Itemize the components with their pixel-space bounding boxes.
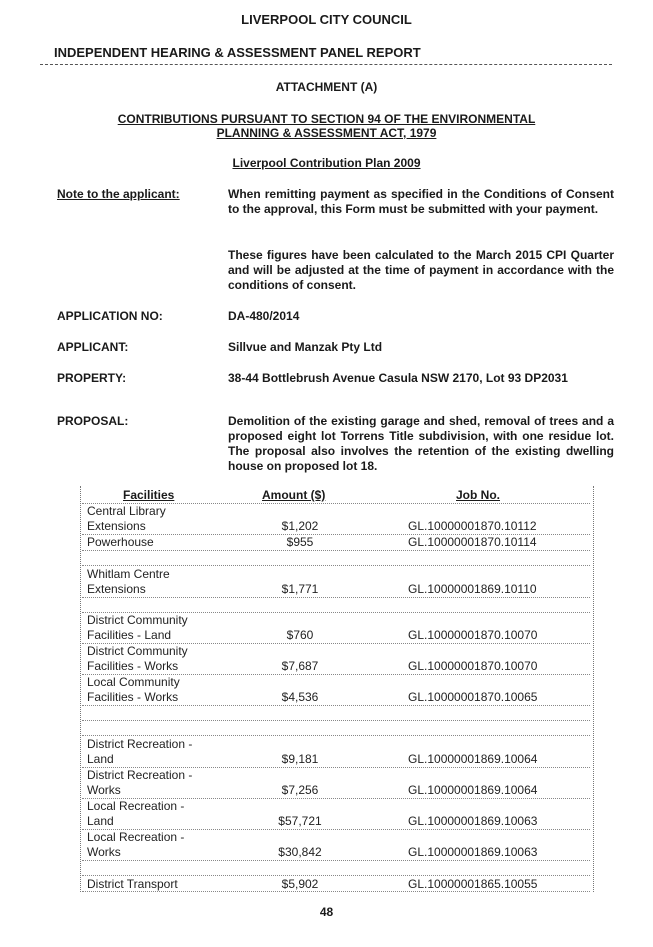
- job-no-cell: GL.10000001869.10064: [408, 752, 538, 766]
- table-row-divider: [82, 550, 590, 551]
- note-paragraph-2: These figures have been calculated to the March 2015 CPI Quarter and will be adjusted at the time of payment in accordance with the conditions of consent.: [228, 248, 614, 292]
- table-row: [87, 644, 237, 674]
- table-row-divider: [82, 597, 590, 598]
- facility-name-line2: Facilities - Works: [87, 690, 179, 704]
- contributions-heading-line2: PLANNING & ASSESSMENT ACT, 1979: [216, 126, 437, 140]
- applicant-value: Sillvue and Manzak Pty Ltd: [228, 340, 383, 354]
- amount-cell: $4,536: [281, 690, 319, 704]
- job-no-cell: GL.10000001865.10055: [408, 877, 538, 891]
- facility-name-line2: Land: [87, 814, 114, 828]
- table-row: [87, 768, 237, 798]
- amount-cell: $955: [286, 535, 314, 549]
- job-no-cell: GL.10000001870.10070: [408, 659, 538, 673]
- amount-cell: $7,256: [281, 783, 319, 797]
- contributions-heading-line1: CONTRIBUTIONS PURSUANT TO SECTION 94 OF THE ENVIRONMENTAL: [117, 112, 536, 126]
- facility-name-line2: Facilities - Land: [87, 628, 172, 642]
- table-row: [87, 567, 237, 597]
- facility-name-line1: Local Recreation -: [87, 830, 185, 844]
- table-row: [87, 613, 237, 643]
- report-title: INDEPENDENT HEARING & ASSESSMENT PANEL REPORT: [54, 45, 421, 60]
- table-row-divider: [82, 875, 590, 876]
- table-row-divider: [82, 720, 590, 721]
- facility-name-line1: District Community: [87, 613, 188, 627]
- property-label: PROPERTY:: [57, 371, 127, 385]
- facility-name-line1: District Community: [87, 644, 188, 658]
- facility-name-line2: Extensions: [87, 582, 146, 596]
- application-no-value: DA-480/2014: [228, 309, 300, 323]
- amount-cell: $760: [286, 628, 314, 642]
- table-row-divider: [82, 565, 590, 566]
- header-divider: [40, 64, 612, 65]
- facility-name-line1: District Recreation -: [87, 737, 193, 751]
- facility-name-line2: Works: [87, 845, 121, 859]
- table-header-job-no: Job No.: [456, 488, 500, 502]
- table-row-divider: [82, 705, 590, 706]
- table-row: [87, 675, 237, 705]
- job-no-cell: GL.10000001870.10114: [408, 535, 537, 549]
- facility-name-line1: Local Community: [87, 675, 180, 689]
- job-no-cell: GL.10000001869.10063: [408, 814, 538, 828]
- table-row: District Transport: [87, 877, 178, 891]
- job-no-cell: GL.10000001870.10070: [408, 628, 538, 642]
- table-row-divider: [82, 735, 590, 736]
- table-row-divider: [82, 860, 590, 861]
- application-no-label: APPLICATION NO:: [57, 309, 163, 323]
- facility-name-line1: Local Recreation -: [87, 799, 185, 813]
- attachment-title: ATTACHMENT (A): [275, 80, 378, 94]
- proposal-value: Demolition of the existing garage and shed, removal of trees and a proposed eight lot Torrens Title subdivision, with one residue lot. The proposal also involves the retention of the existing dwelling house on proposed lot 18.: [228, 414, 614, 473]
- facility-name-line1: Central Library: [87, 504, 166, 518]
- facility-name-line2: Extensions: [87, 519, 146, 533]
- facility-name-line2: Works: [87, 783, 121, 797]
- job-no-cell: GL.10000001870.10065: [408, 690, 538, 704]
- facility-name-line2: Facilities - Works: [87, 659, 179, 673]
- table-row: [87, 799, 237, 829]
- amount-cell: $7,687: [281, 659, 319, 673]
- facility-name-line2: Land: [87, 752, 114, 766]
- table-row: Powerhouse: [87, 535, 154, 549]
- facility-name-line1: District Recreation -: [87, 768, 193, 782]
- job-no-cell: GL.10000001869.10110: [408, 582, 537, 596]
- job-no-cell: GL.10000001869.10064: [408, 783, 538, 797]
- table-row: [87, 504, 237, 534]
- amount-cell: $1,202: [281, 519, 319, 533]
- amount-cell: $30,842: [278, 845, 322, 859]
- applicant-label: APPLICANT:: [57, 340, 129, 354]
- table-row: [87, 830, 237, 860]
- job-no-cell: GL.10000001869.10063: [408, 845, 538, 859]
- facility-name-line1: Whitlam Centre: [87, 567, 170, 581]
- table-header-facilities: Facilities: [123, 488, 175, 502]
- contribution-plan-title: Liverpool Contribution Plan 2009: [232, 156, 421, 170]
- amount-cell: $1,771: [281, 582, 319, 596]
- property-value: 38-44 Bottlebrush Avenue Casula NSW 2170, Lot 93 DP2031: [228, 371, 568, 385]
- table-header-amount: Amount ($): [262, 488, 326, 502]
- note-paragraph-1: When remitting payment as specified in the Conditions of Consent to the approval, this Form must be submitted with your payment.: [228, 187, 614, 216]
- amount-cell: $5,902: [281, 877, 319, 891]
- table-row: [87, 737, 237, 767]
- council-name: LIVERPOOL CITY COUNCIL: [241, 12, 412, 27]
- amount-cell: $57,721: [278, 814, 322, 828]
- amount-cell: $9,181: [281, 752, 319, 766]
- job-no-cell: GL.10000001870.10112: [408, 519, 537, 533]
- note-label: Note to the applicant:: [57, 187, 180, 201]
- page-number: 48: [319, 905, 334, 919]
- proposal-label: PROPOSAL:: [57, 414, 129, 428]
